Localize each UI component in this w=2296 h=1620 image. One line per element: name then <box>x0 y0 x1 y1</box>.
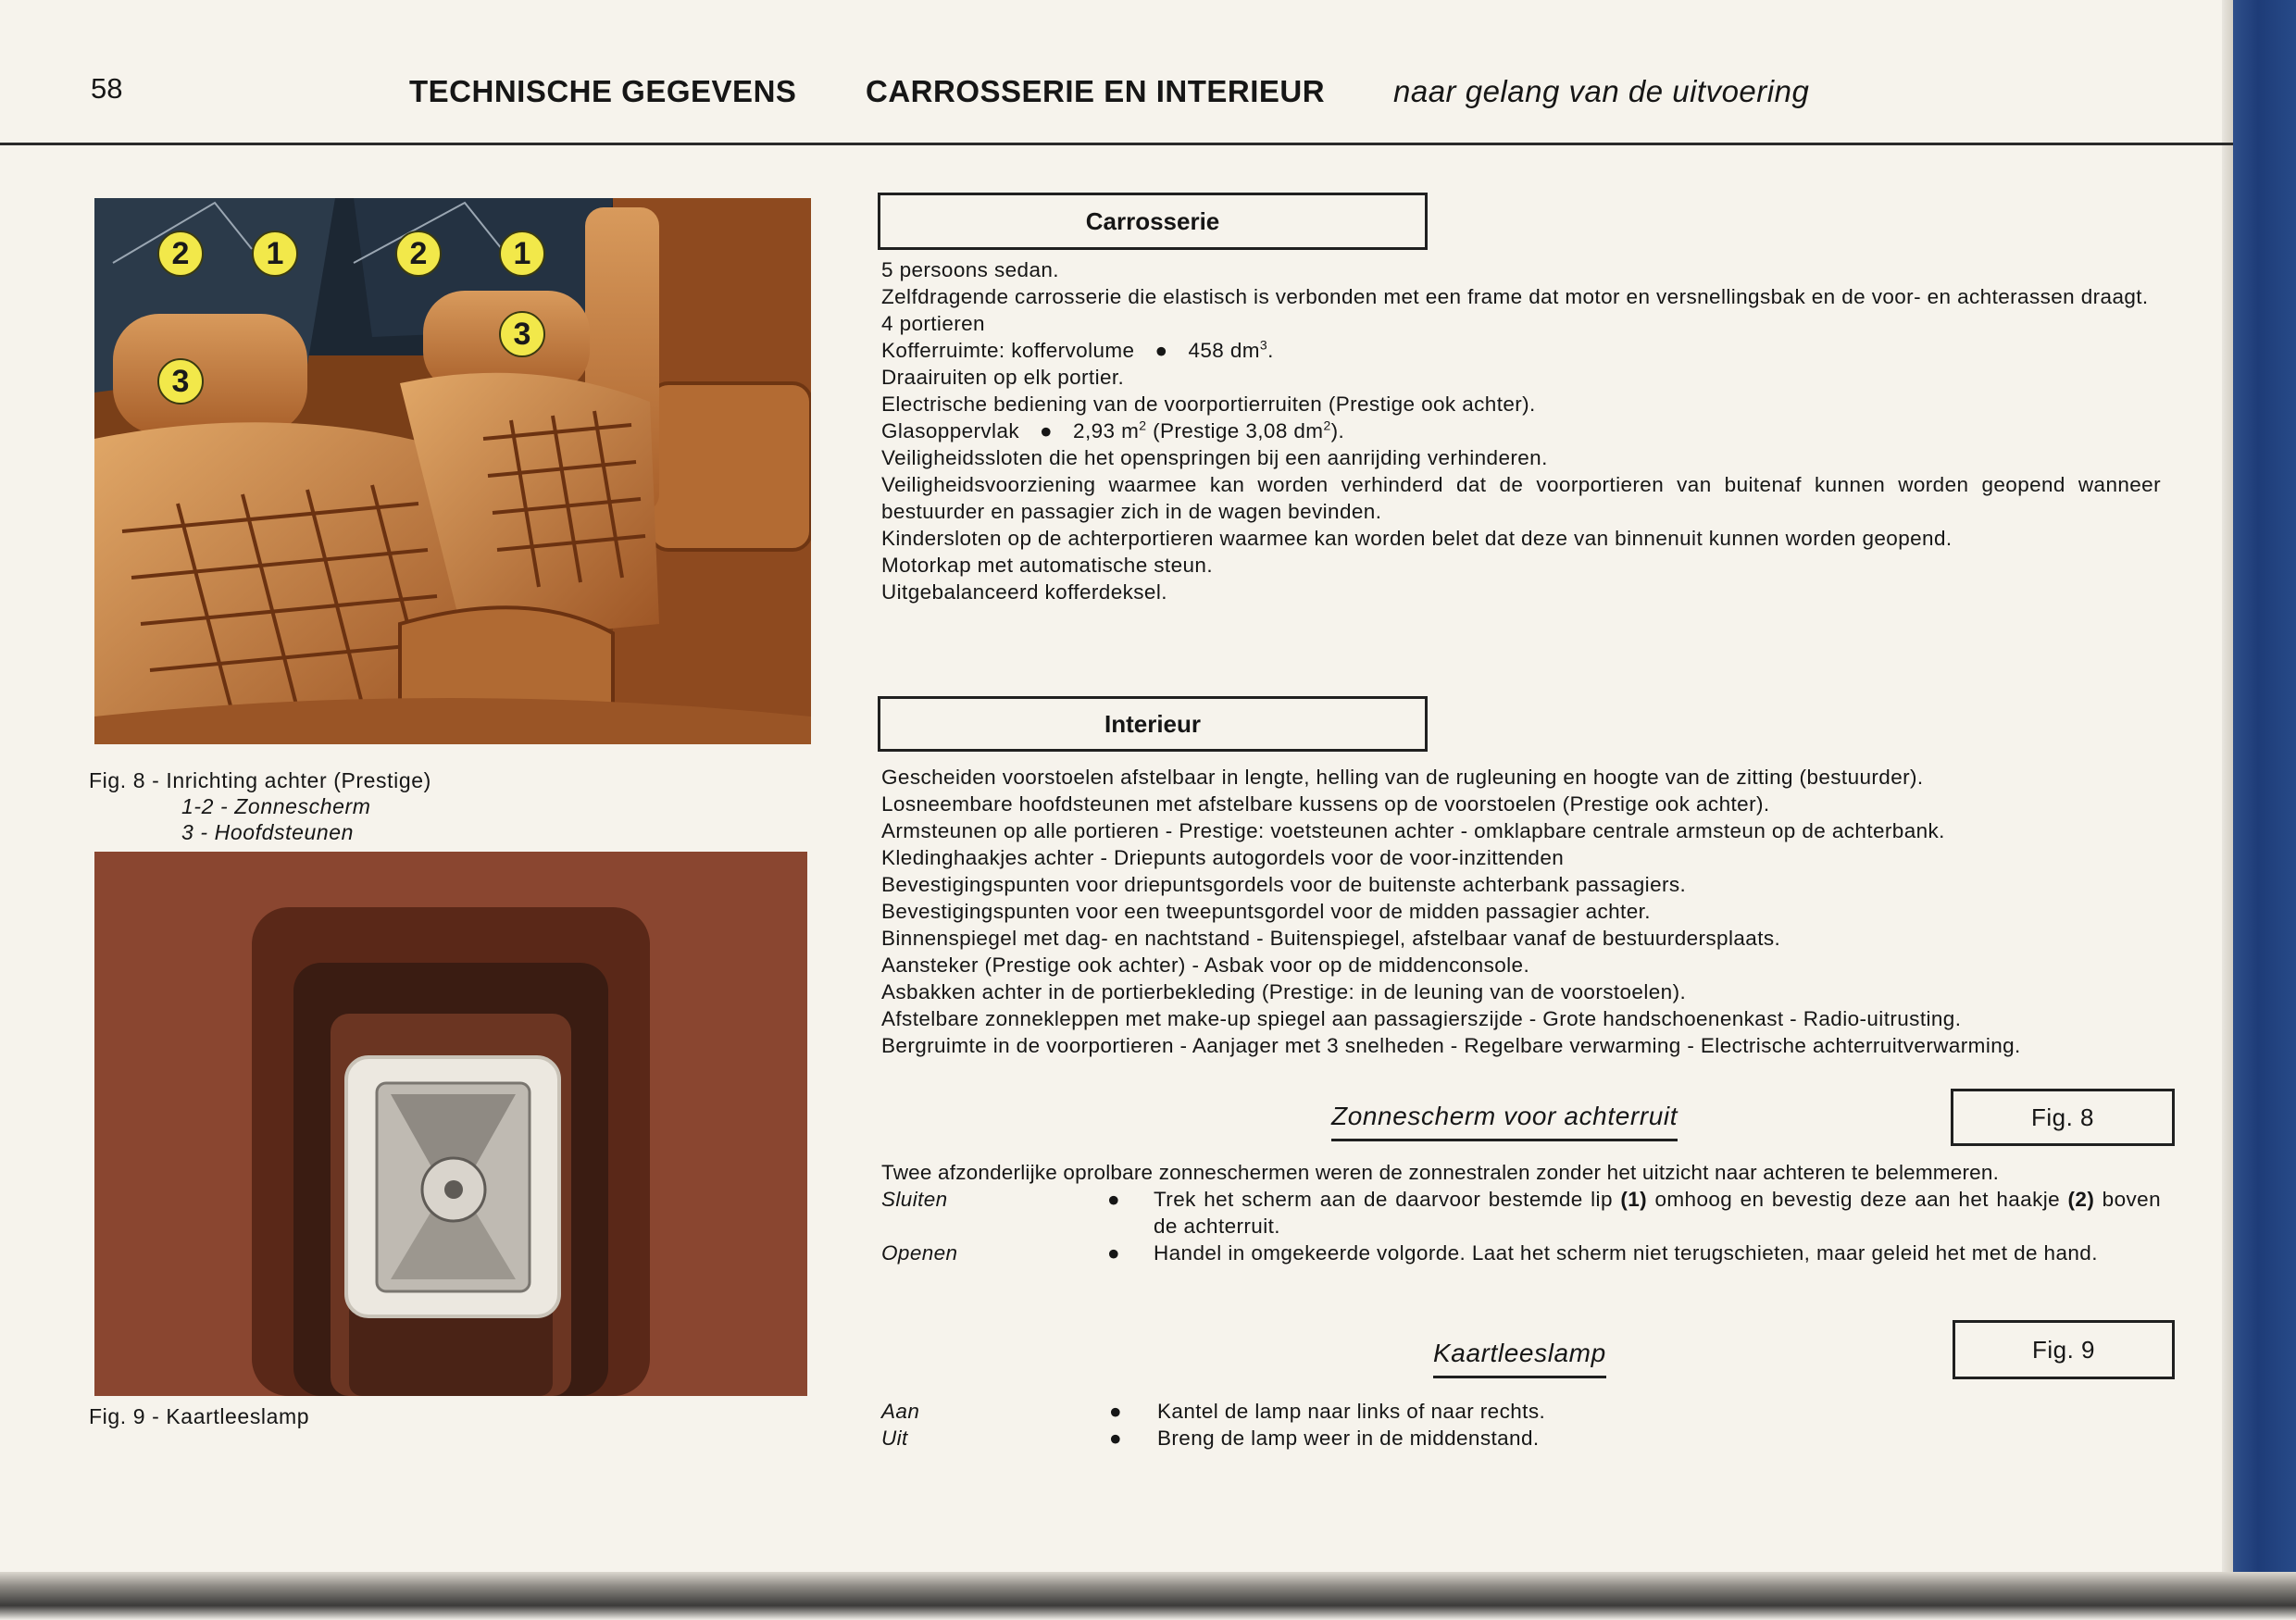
interieur-line: Gescheiden voorstoelen afstelbaar in lengte, helling van de rugleuning en hoogte van de zitting (bestuurder). <box>881 766 1924 789</box>
op-label: Sluiten <box>881 1188 948 1211</box>
carrosserie-text <box>881 256 2161 605</box>
carrosserie-line: Electrische bediening van de voorportierruiten (Prestige ook achter). <box>881 393 1536 416</box>
bullet-icon: ● <box>1107 1188 1120 1211</box>
trunk-label: Kofferruimte: koffervolume <box>881 339 1135 362</box>
op-text: Handel in omgekeerde volgorde. Laat het scherm niet terugschieten, maar geleid het met de hand. <box>1154 1241 2098 1265</box>
section-title: TECHNISCHE GEGEVENS <box>409 74 797 108</box>
carrosserie-line: 4 portieren <box>881 312 985 335</box>
marker-2-right: 2 <box>395 231 442 277</box>
ref-1: (1) <box>1620 1188 1648 1211</box>
op-text-part: omhoog en bevestig deze aan het haakje <box>1647 1188 2068 1211</box>
interieur-text <box>881 764 2161 1059</box>
fig8-caption-line2: 1-2 - Zonnescherm <box>181 794 371 818</box>
interieur-line: Bergruimte in de voorportieren - Aanjager met 3 snelheden - Regelbare verwarming - Electrische achterruitverwarming. <box>881 1034 2021 1057</box>
interieur-line: Asbakken achter in de portierbekleding (Prestige: in de leuning van de voorstoelen). <box>881 980 1687 1003</box>
glass-prestige-sup: 2 <box>1323 417 1331 433</box>
carrosserie-line: Veiligheidsvoorziening waarmee kan worden verhinderd dat de voorportieren van buitenaf kunnen worden geopend wanneer bestuurder en passagier zich in de wagen bevinden. <box>881 473 2161 523</box>
op-text-part: Trek het scherm aan de daarvoor bestemde lip <box>1154 1188 1621 1211</box>
op-text-part: boven de achterruit. <box>1154 1188 2161 1238</box>
glass-label: Glasoppervlak <box>881 419 1020 442</box>
fig8-photo-rear-interior <box>94 198 811 744</box>
glass-value: 2,93 m <box>1073 419 1140 442</box>
bullet-icon: ● <box>1107 1241 1120 1265</box>
op-row-openen <box>881 1240 2161 1293</box>
glass-spec <box>881 417 2161 444</box>
ref-2: (2) <box>2067 1188 2095 1211</box>
op-row-sluiten <box>881 1186 2161 1240</box>
page-title: CARROSSERIE EN INTERIEUR <box>866 74 1326 108</box>
fig9-reference: Fig. 9 <box>1953 1320 2175 1379</box>
carrosserie-line: 5 persoons sedan. <box>881 258 1059 281</box>
interieur-line: Aansteker (Prestige ook achter) - Asbak voor op de middenconsole. <box>881 953 1530 977</box>
zonnescherm-heading: Zonnescherm voor achterruit <box>1331 1102 1678 1141</box>
op-label: Uit <box>881 1427 908 1450</box>
interieur-line: Afstelbare zonnekleppen met make-up spiegel aan passagierszijde - Grote handschoenenkast - Radio-uitrusting. <box>881 1007 1962 1030</box>
carrosserie-line: Uitgebalanceerd kofferdeksel. <box>881 580 1167 604</box>
op-text: Breng de lamp weer in de middenstand. <box>1157 1427 1540 1450</box>
bullet-icon: ● <box>1109 1427 1122 1450</box>
carrosserie-line: Zelfdragende carrosserie die elastisch is verbonden met een frame dat motor en versnellingsbak en de voor- en achterassen draagt. <box>881 285 2149 308</box>
glass-sup: 2 <box>1139 417 1147 433</box>
interieur-line: Bevestigingspunten voor driepuntsgordels voor de buitenste achterbank passagiers. <box>881 873 1687 896</box>
op-label: Openen <box>881 1241 958 1265</box>
carrosserie-line: Kindersloten op de achterportieren waarmee kan worden belet dat deze van binnenuit kunnen worden geopend. <box>881 527 1953 550</box>
trunk-value: 458 dm <box>1188 339 1260 362</box>
fig8-caption-main: Fig. 8 - Inrichting achter (Prestige) <box>89 768 431 792</box>
glass-close: ). <box>1330 419 1345 442</box>
interieur-line: Kledinghaakjes achter - Driepunts autogordels voor de voor-inzittenden <box>881 846 1565 869</box>
op-text: Kantel de lamp naar links of naar rechts. <box>1157 1400 1546 1423</box>
fig8-caption <box>89 767 431 845</box>
carrosserie-line: Draairuiten op elk portier. <box>881 366 1125 389</box>
marker-2-left: 2 <box>157 231 204 277</box>
bullet-icon: ● <box>1154 339 1168 362</box>
fig8-reference: Fig. 8 <box>1951 1089 2175 1146</box>
page-bottom-edge <box>0 1572 2296 1620</box>
marker-3-left: 3 <box>157 358 204 405</box>
trunk-unit-sup: 3 <box>1259 337 1268 353</box>
binder-cover-edge <box>2233 0 2296 1620</box>
fig9-photo-map-light <box>94 852 807 1396</box>
carrosserie-line: Veiligheidssloten die het openspringen bij een aanrijding verhinderen. <box>881 446 1548 469</box>
interieur-line: Binnenspiegel met dag- en nachtstand - Buitenspiegel, afstelbaar vanaf de bestuurdersplaats. <box>881 927 1781 950</box>
interieur-line: Bevestigingspunten voor een tweepuntsgordel voor de midden passagier achter. <box>881 900 1651 923</box>
glass-prestige: (Prestige 3,08 dm <box>1153 419 1324 442</box>
interieur-heading: Interieur <box>878 696 1428 752</box>
fig8-caption-line3: 3 - Hoofdsteunen <box>181 820 355 844</box>
marker-1-left: 1 <box>252 231 298 277</box>
zonnescherm-intro: Twee afzonderlijke oprolbare zonneschermen weren de zonnestralen zonder het uitzicht naar achteren te belemmeren. <box>881 1161 2000 1184</box>
interieur-line: Armsteunen op alle portieren - Prestige: voetsteunen achter - omklapbare centrale armsteun op de achterbank. <box>881 819 1945 842</box>
bullet-icon: ● <box>1109 1400 1122 1423</box>
op-row-uit <box>881 1425 2161 1452</box>
trunk-spec: Kofferruimte: koffervolume ● 458 $dm^3$. <box>881 337 1274 362</box>
op-text <box>1154 1186 2161 1240</box>
page-subtitle: naar gelang van de uitvoering <box>1393 74 1810 108</box>
carrosserie-heading: Carrosserie <box>878 193 1428 250</box>
bullet-icon: ● <box>1040 419 1054 442</box>
op-row-aan <box>881 1398 2161 1425</box>
interieur-line: Losneembare hoofdsteunen met afstelbare kussens op de voorstoelen (Prestige ook achter). <box>881 792 1770 816</box>
page-number: 58 <box>91 72 123 105</box>
marker-1-right: 1 <box>499 231 545 277</box>
op-label: Aan <box>881 1400 920 1423</box>
carrosserie-line: Motorkap met automatische steun. <box>881 554 1213 577</box>
marker-3-right: 3 <box>499 311 545 357</box>
fig9-caption: Fig. 9 - Kaartleeslamp <box>89 1404 310 1428</box>
header-rule <box>0 143 2233 145</box>
kaartleeslamp-heading: Kaartleeslamp <box>1433 1339 1606 1378</box>
